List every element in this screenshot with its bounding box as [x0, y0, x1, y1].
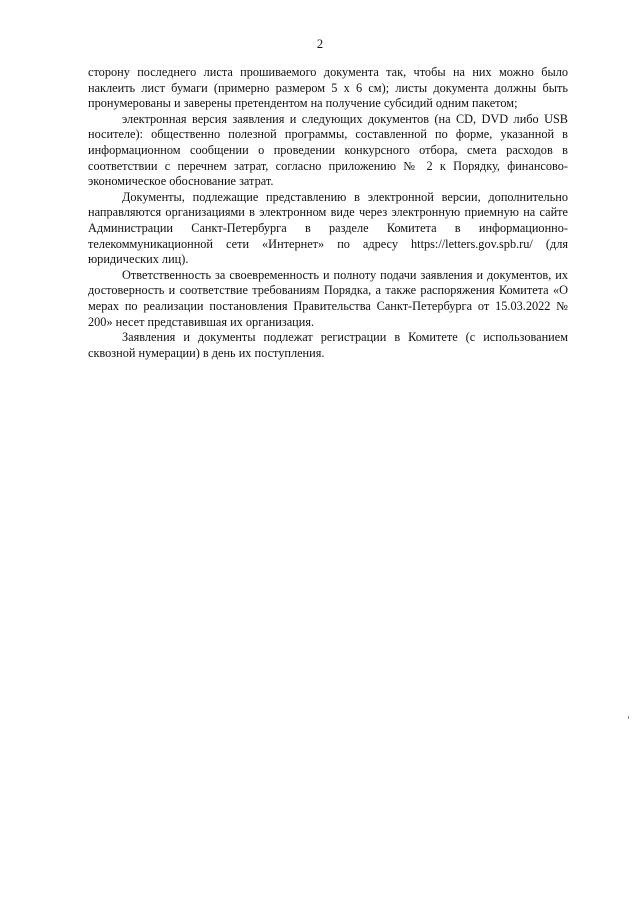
paragraph-responsibility: Ответственность за своевременность и полноту подачи заявления и документов, их достоверность и соответствие требованиям Порядка, а также распоряжения Комитета «О мерах по реализации постановления Правительства Санкт-Петербурга от 15.03.2022 № 200» несет представившая их организация. — [88, 267, 568, 329]
scan-speck — [628, 716, 629, 719]
paragraph-electronic-version: электронная версия заявления и следующих документов (на CD, DVD либо USB носителе): общественно полезной программы, составленной по форме, указанной в информационном сообщении о проведении конкурсного отбора, смета расходов в соответствии с перечнем затрат, согласно приложению № 2 к Порядку, финансово-экономическое обоснование затрат. — [88, 111, 568, 189]
paragraph-electronic-submission-text: Документы, подлежащие представлению в электронной версии, дополнительно направляются организациями в электронном виде через электронную приемную на сайте Администрации Санкт-Петербурга в разделе Комитета в информационно-телекоммуникационной сети «Интернет» по адресу — [88, 189, 568, 251]
page-number: 2 — [316, 37, 324, 51]
paragraph-continuation: сторону последнего листа прошиваемого документа так, чтобы на них можно было наклеить лист бумаги (примерно размером 5 х 6 см); листы документа должны быть пронумерованы и заверены претендентом на получение субсидий одним пакетом; — [88, 65, 568, 111]
paragraph-electronic-submission-tail: (для юридических лиц). — [88, 236, 569, 267]
letters-url: https://letters.gov.spb.ru/ — [411, 236, 533, 251]
document-body — [88, 65, 568, 361]
paragraph-registration: Заявления и документы подлежат регистрации в Комитете (с использованием сквозной нумерации) в день их поступления. — [88, 330, 568, 360]
paragraph-electronic-submission — [88, 190, 568, 268]
